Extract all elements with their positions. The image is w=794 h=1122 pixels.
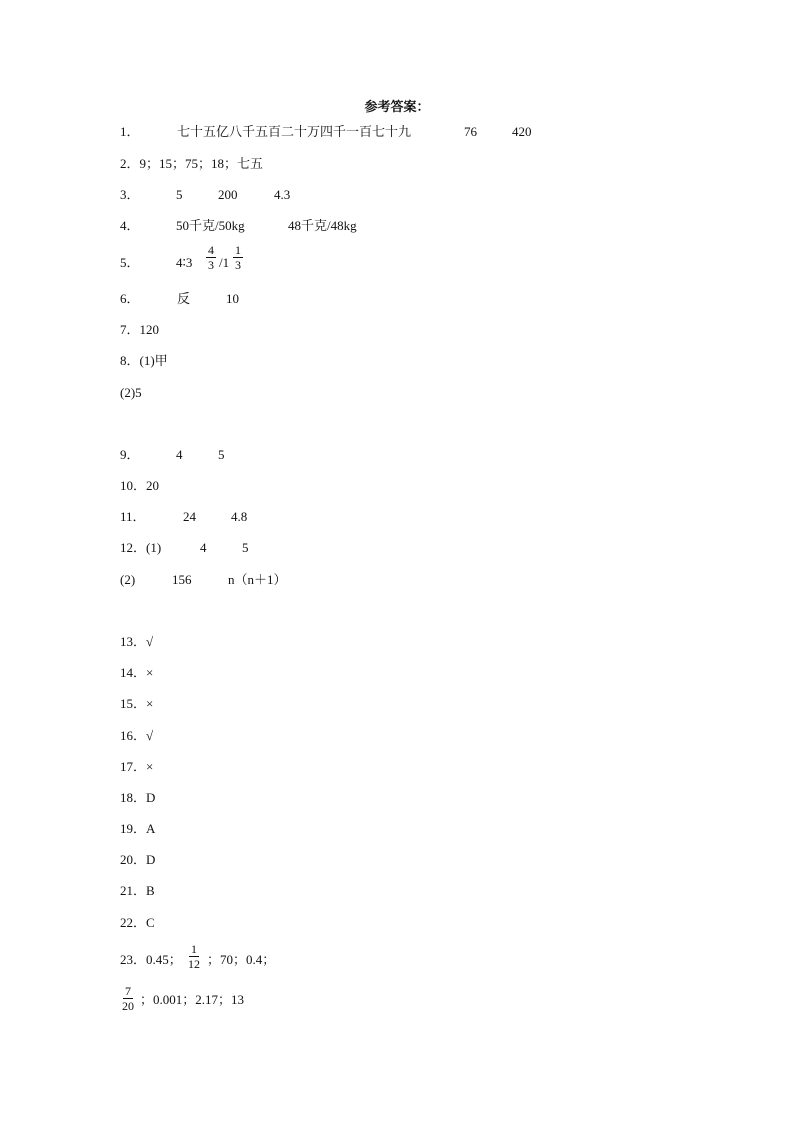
answer-23-line-2: ；0.001；2.17；13 bbox=[140, 992, 245, 1007]
answer-number: 12．(1) bbox=[120, 540, 162, 555]
answer-value: 420 bbox=[512, 124, 532, 139]
answer-21: 21．B bbox=[120, 883, 155, 898]
fraction-denominator: 3 bbox=[235, 258, 241, 272]
answer-number: 4． bbox=[120, 218, 140, 233]
answer-17: 17．× bbox=[120, 759, 154, 774]
answer-value: n（n＋1） bbox=[228, 572, 287, 587]
answer-2: 2．9；15；75；18；七五 bbox=[120, 156, 264, 171]
fraction bbox=[120, 984, 136, 1013]
answer-value: 50千克/50kg bbox=[176, 218, 245, 233]
answer-8-part-2: (2)5 bbox=[120, 385, 142, 400]
answer-key-title: 参考答案： bbox=[364, 99, 430, 114]
fraction bbox=[186, 942, 202, 971]
answer-text: 23．0.45； bbox=[120, 952, 182, 967]
answer-number: 1． bbox=[120, 124, 140, 139]
fraction bbox=[233, 243, 243, 272]
fraction-numerator: 7 bbox=[125, 984, 131, 998]
answer-value: 4 bbox=[176, 447, 183, 462]
answer-value: 5 bbox=[218, 447, 225, 462]
answer-13: 13．√ bbox=[120, 634, 154, 649]
answer-value: 48千克/48kg bbox=[288, 218, 357, 233]
fraction-denominator: 3 bbox=[208, 258, 214, 272]
answer-number: 6． bbox=[120, 291, 140, 306]
answer-19: 19．A bbox=[120, 821, 156, 836]
answer-number: (2) bbox=[120, 572, 136, 587]
answer-value: 200 bbox=[218, 187, 238, 202]
fraction-denominator: 20 bbox=[122, 999, 134, 1013]
answer-number: 11． bbox=[120, 509, 146, 524]
answer-22: 22．C bbox=[120, 915, 155, 930]
fraction-numerator: 1 bbox=[235, 243, 241, 257]
answer-value: 24 bbox=[183, 509, 196, 524]
answer-5-separator: /1 bbox=[219, 255, 230, 270]
answer-value: 156 bbox=[172, 572, 192, 587]
answer-value: 4∶3 bbox=[176, 255, 193, 270]
answer-text: ；70；0.4； bbox=[207, 952, 276, 967]
answer-value: 10 bbox=[226, 291, 239, 306]
answer-20: 20．D bbox=[120, 852, 156, 867]
answer-value: 4.8 bbox=[231, 509, 248, 524]
answer-value: 4 bbox=[200, 540, 207, 555]
answer-10: 10．20 bbox=[120, 478, 160, 493]
answer-number: 3． bbox=[120, 187, 140, 202]
answer-value: 反 bbox=[177, 291, 191, 306]
answer-18: 18．D bbox=[120, 790, 156, 805]
fraction-denominator: 12 bbox=[188, 957, 200, 971]
answer-value: 4.3 bbox=[274, 187, 291, 202]
answer-8-part-1: 8．(1)甲 bbox=[120, 353, 168, 368]
answer-7: 7．120 bbox=[120, 322, 160, 337]
answer-value: 5 bbox=[242, 540, 249, 555]
answer-value: 76 bbox=[464, 124, 477, 139]
answer-15: 15．× bbox=[120, 696, 154, 711]
answer-14: 14．× bbox=[120, 665, 154, 680]
answer-16: 16．√ bbox=[120, 728, 154, 743]
fraction-numerator: 4 bbox=[208, 243, 214, 257]
answer-number: 9． bbox=[120, 447, 140, 462]
answer-value: 5 bbox=[176, 187, 183, 202]
answer-value: 七十五亿八千五百二十万四千一百七十九 bbox=[177, 124, 412, 139]
answer-number: 5． bbox=[120, 255, 140, 270]
fraction bbox=[206, 243, 216, 272]
fraction-numerator: 1 bbox=[191, 942, 197, 956]
